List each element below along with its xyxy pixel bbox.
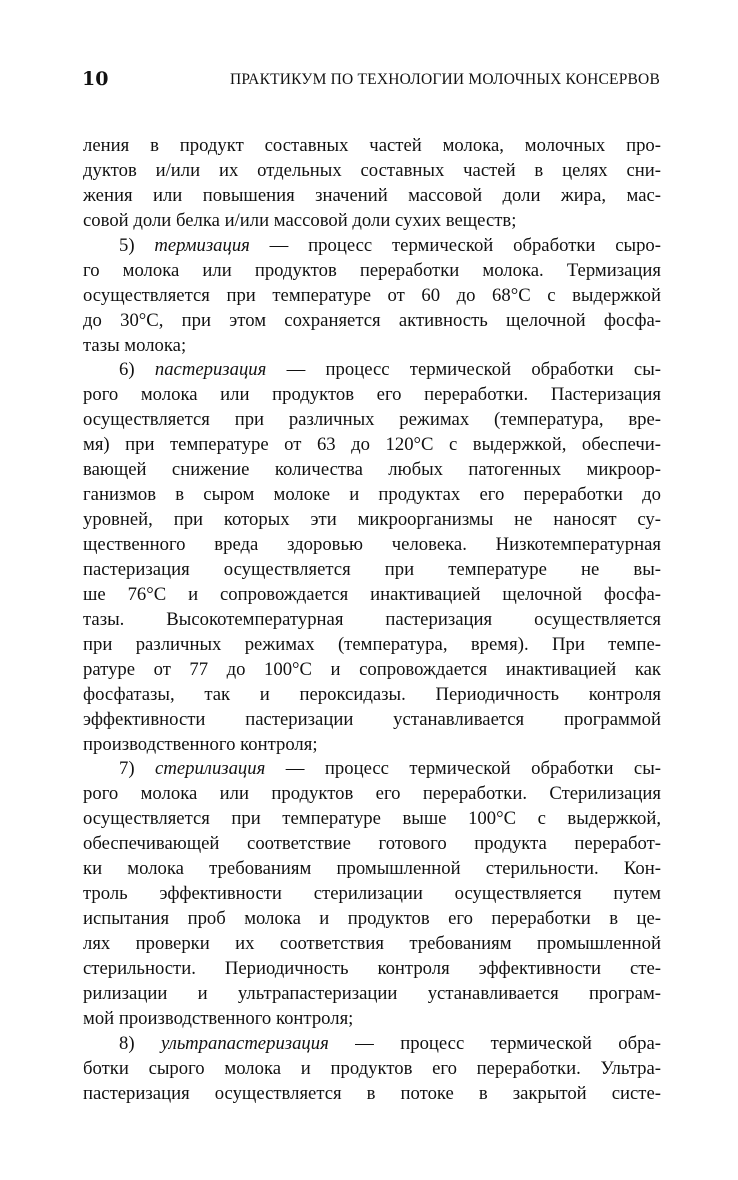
text-line: ше 76°C и сопровождается инактивацией щелочной фосфа- bbox=[83, 583, 661, 605]
page-number: 10 bbox=[82, 68, 109, 90]
text-line: пастеризация осуществляется при температуре не вы- bbox=[83, 558, 661, 580]
text-line: уровней, при которых эти микроорганизмы не наносят су- bbox=[83, 509, 661, 531]
list-item-first-line bbox=[83, 358, 661, 383]
text-line: пастеризация осуществляется в потоке в закрытой систе- bbox=[83, 1082, 661, 1104]
text-line: рого молока или продуктов его переработки. Стерилизация bbox=[83, 783, 661, 805]
text-line: жения или повышения значений массовой доли жира, мас- bbox=[83, 184, 661, 206]
text-line: мя) при температуре от 63 до 120°C с выдержкой, обеспечи- bbox=[83, 434, 661, 456]
text-line: стерильности. Периодичность контроля эффективности сте- bbox=[83, 957, 661, 979]
text-line: эффективности пастеризации устанавливается программой bbox=[83, 708, 661, 730]
list-item-number: 6) bbox=[119, 359, 135, 381]
list-item-first-line bbox=[83, 1032, 661, 1057]
text-line: при различных режимах (температура, время). При темпе- bbox=[83, 633, 661, 655]
definition-text: — процесс термической обработки сыро- bbox=[249, 234, 662, 256]
list-item-number: 5) bbox=[119, 234, 135, 256]
text-line: дуктов и/или их отдельных составных частей в целях сни- bbox=[83, 159, 661, 181]
text-line: лях проверки их соответствия требованиям промышленной bbox=[83, 933, 661, 954]
text-line: рого молока или продуктов его переработки. Пастеризация bbox=[83, 384, 661, 406]
page-header bbox=[82, 66, 660, 96]
defined-term: термизация bbox=[154, 234, 250, 256]
text-line: тазы. Высокотемпературная пастеризация осуществляется bbox=[83, 608, 661, 630]
text-line: щественного вреда здоровью человека. Низкотемпературная bbox=[83, 534, 661, 555]
text-line: осуществляется при температуре выше 100°C с выдержкой, bbox=[83, 808, 661, 830]
text-line: ратуре от 77 до 100°C и сопровождается инактивацией как bbox=[83, 658, 661, 680]
text-line: рилизации и ультрапастеризации устанавливается програм- bbox=[83, 982, 661, 1004]
body-text bbox=[83, 134, 661, 1107]
text-line: мой производственного контроля; bbox=[83, 1007, 354, 1029]
text-line: испытания проб молока и продуктов его переработки в це- bbox=[83, 908, 661, 930]
text-line: осуществляется при различных режимах (температура, вре- bbox=[83, 409, 661, 431]
running-title: ПРАКТИКУМ ПО ТЕХНОЛОГИИ МОЛОЧНЫХ КОНСЕРВОВ bbox=[229, 71, 660, 88]
defined-term: ультрапастеризация bbox=[160, 1032, 329, 1054]
list-item-number: 7) bbox=[119, 758, 135, 780]
text-line: до 30°C, при этом сохраняется активность щелочной фосфа- bbox=[83, 309, 661, 331]
text-line: ботки сырого молока и продуктов его переработки. Ультра- bbox=[83, 1057, 661, 1079]
defined-term: стерилизация bbox=[155, 758, 266, 780]
text-line: фосфатазы, так и пероксидазы. Периодичность контроля bbox=[83, 683, 661, 705]
text-line: вающей снижение количества любых патогенных микроор- bbox=[83, 459, 661, 481]
text-line: ки молока требованиям промышленной стерильности. Кон- bbox=[83, 858, 661, 880]
list-item-first-line bbox=[83, 757, 661, 782]
definition-text: — процесс термической обра- bbox=[328, 1032, 662, 1054]
text-line: ления в продукт составных частей молока, молочных про- bbox=[83, 135, 661, 156]
list-item-first-line bbox=[83, 234, 661, 259]
list-item-number: 8) bbox=[119, 1032, 135, 1054]
definition-text: — процесс термической обработки сы- bbox=[266, 359, 662, 381]
text-line: производственного контроля; bbox=[83, 733, 318, 755]
text-line: осуществляется при температуре от 60 до 68°C с выдержкой bbox=[83, 284, 661, 306]
text-line: троль эффективности стерилизации осуществляется путем bbox=[83, 883, 661, 905]
text-line: го молока или продуктов переработки молока. Термизация bbox=[83, 259, 661, 281]
defined-term: пастеризация bbox=[154, 359, 267, 381]
definition-text: — процесс термической обработки сы- bbox=[265, 758, 661, 780]
text-line: тазы молока; bbox=[83, 334, 187, 356]
text-line: ганизмов в сыром молоке и продуктах его переработки до bbox=[83, 484, 661, 506]
text-line: обеспечивающей соответствие готового продукта переработ- bbox=[83, 833, 661, 855]
text-line: совой доли белка и/или массовой доли сухих веществ; bbox=[83, 209, 517, 231]
